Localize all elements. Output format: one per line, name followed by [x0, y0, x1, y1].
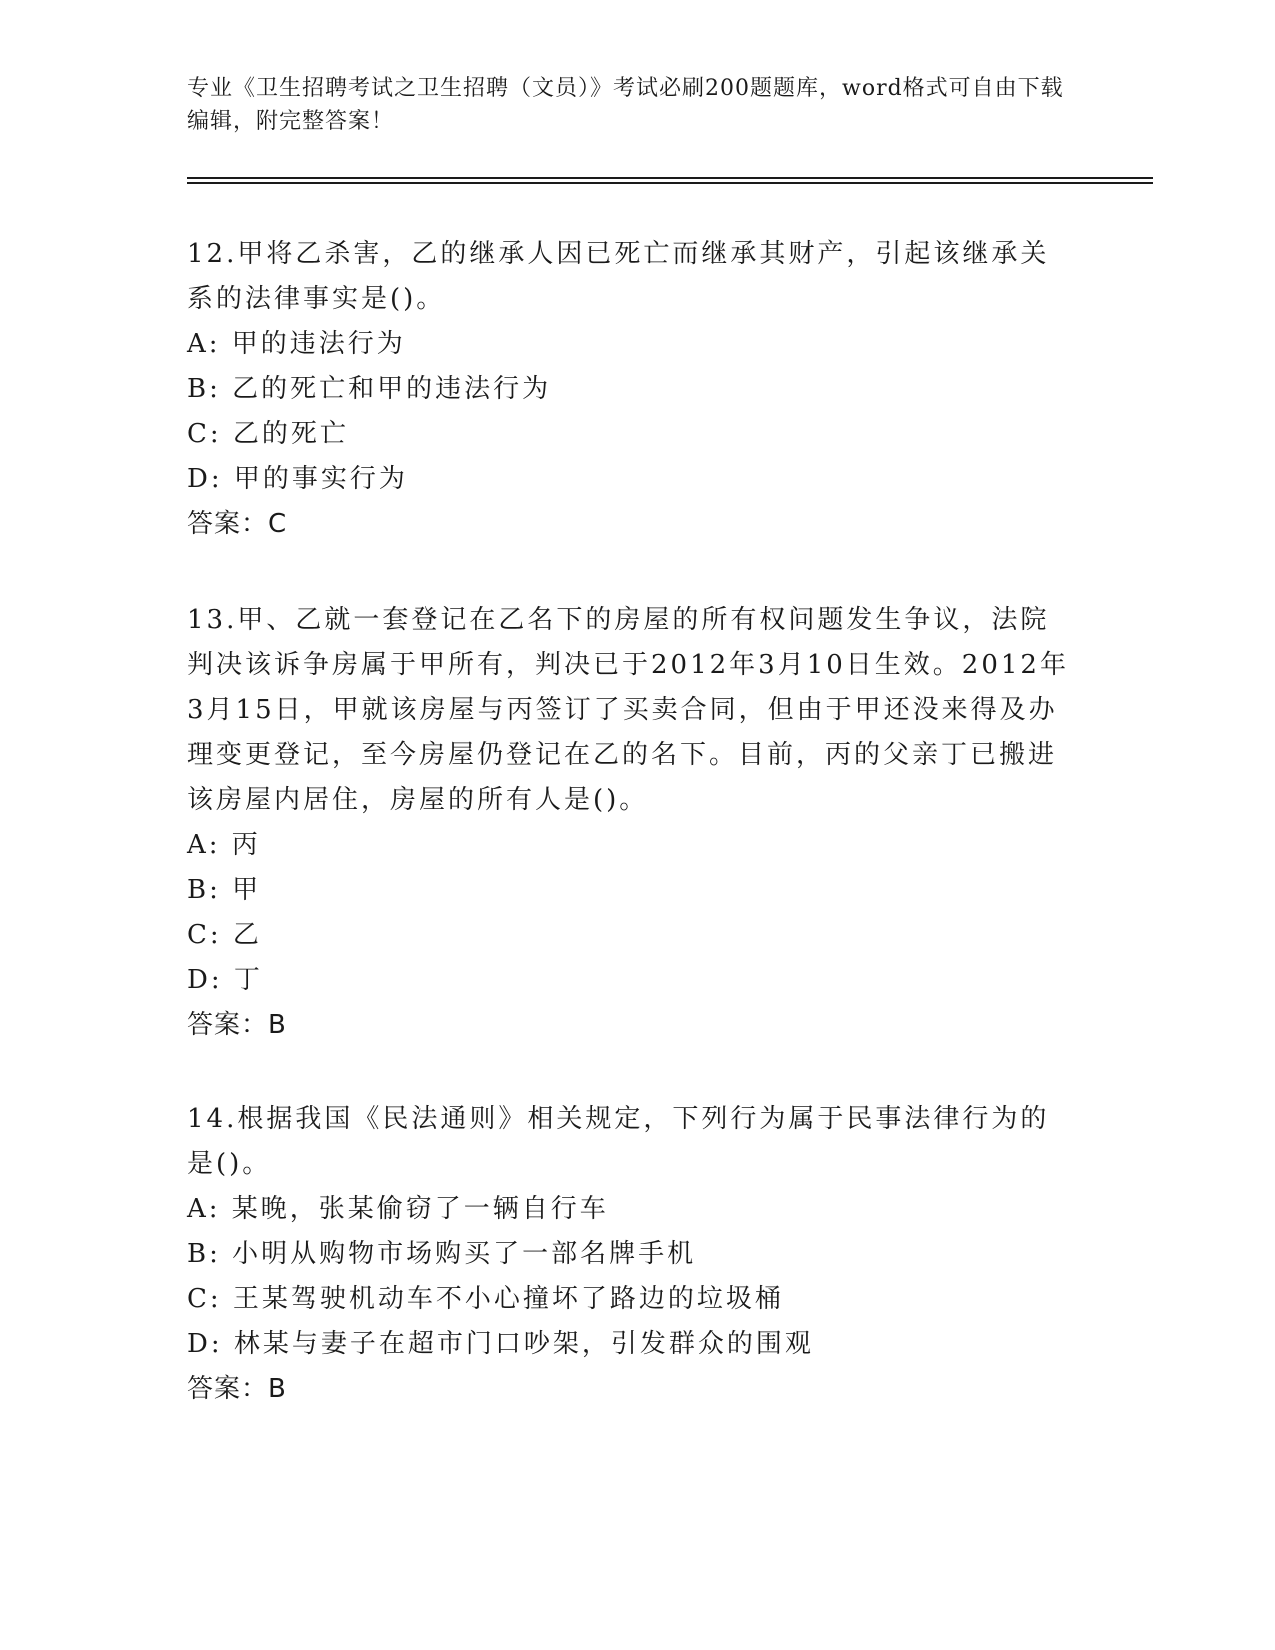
header-divider-bottom: [187, 182, 1153, 184]
document-header: [187, 72, 1067, 138]
answer-line: 答案：B: [187, 1374, 287, 1404]
option-b: B: 甲: [187, 875, 262, 905]
question-14: [187, 1097, 1077, 1412]
option-c: C: 乙: [187, 920, 262, 950]
option-d: D: 丁: [187, 965, 263, 995]
question-text: 12.甲将乙杀害，乙的继承人因已死亡而继承其财产，引起该继承关系的法律事实是()。: [187, 239, 1050, 314]
answer-line: 答案：B: [187, 1010, 287, 1040]
option-c: C: 王某驾驶机动车不小心撞坏了路边的垃圾桶: [187, 1284, 784, 1314]
header-title: 专业《卫生招聘考试之卫生招聘（文员）》考试必刷200题题库，word格式可自由下载编辑，附完整答案！: [187, 76, 1064, 134]
question-12: [187, 232, 1077, 547]
answer-line: 答案：C: [187, 509, 288, 539]
option-d: D: 林某与妻子在超市门口吵架，引发群众的围观: [187, 1329, 814, 1359]
option-b: B: 乙的死亡和甲的违法行为: [187, 374, 552, 404]
option-a: A: 甲的违法行为: [187, 329, 406, 359]
question-13: [187, 598, 1077, 1048]
question-text: 13.甲、乙就一套登记在乙名下的房屋的所有权问题发生争议，法院判决该诉争房属于甲所有，判决已于2012年3月10日生效。2012年3月15日，甲就该房屋与丙签订了买卖合同，但由于甲还没来得及办理变更登记，至今房屋仍登记在乙的名下。目前，丙的父亲丁已搬进该房屋内居住，房屋的所有人是()。: [187, 605, 1069, 815]
option-d: D: 甲的事实行为: [187, 464, 408, 494]
option-b: B: 小明从购物市场购买了一部名牌手机: [187, 1239, 697, 1269]
option-a: A: 某晚，张某偷窃了一辆自行车: [187, 1194, 609, 1224]
header-divider-top: [187, 177, 1153, 179]
option-c: C: 乙的死亡: [187, 419, 349, 449]
option-a: A: 丙: [187, 830, 261, 860]
question-text: 14.根据我国《民法通则》相关规定，下列行为属于民事法律行为的是()。: [187, 1104, 1050, 1179]
